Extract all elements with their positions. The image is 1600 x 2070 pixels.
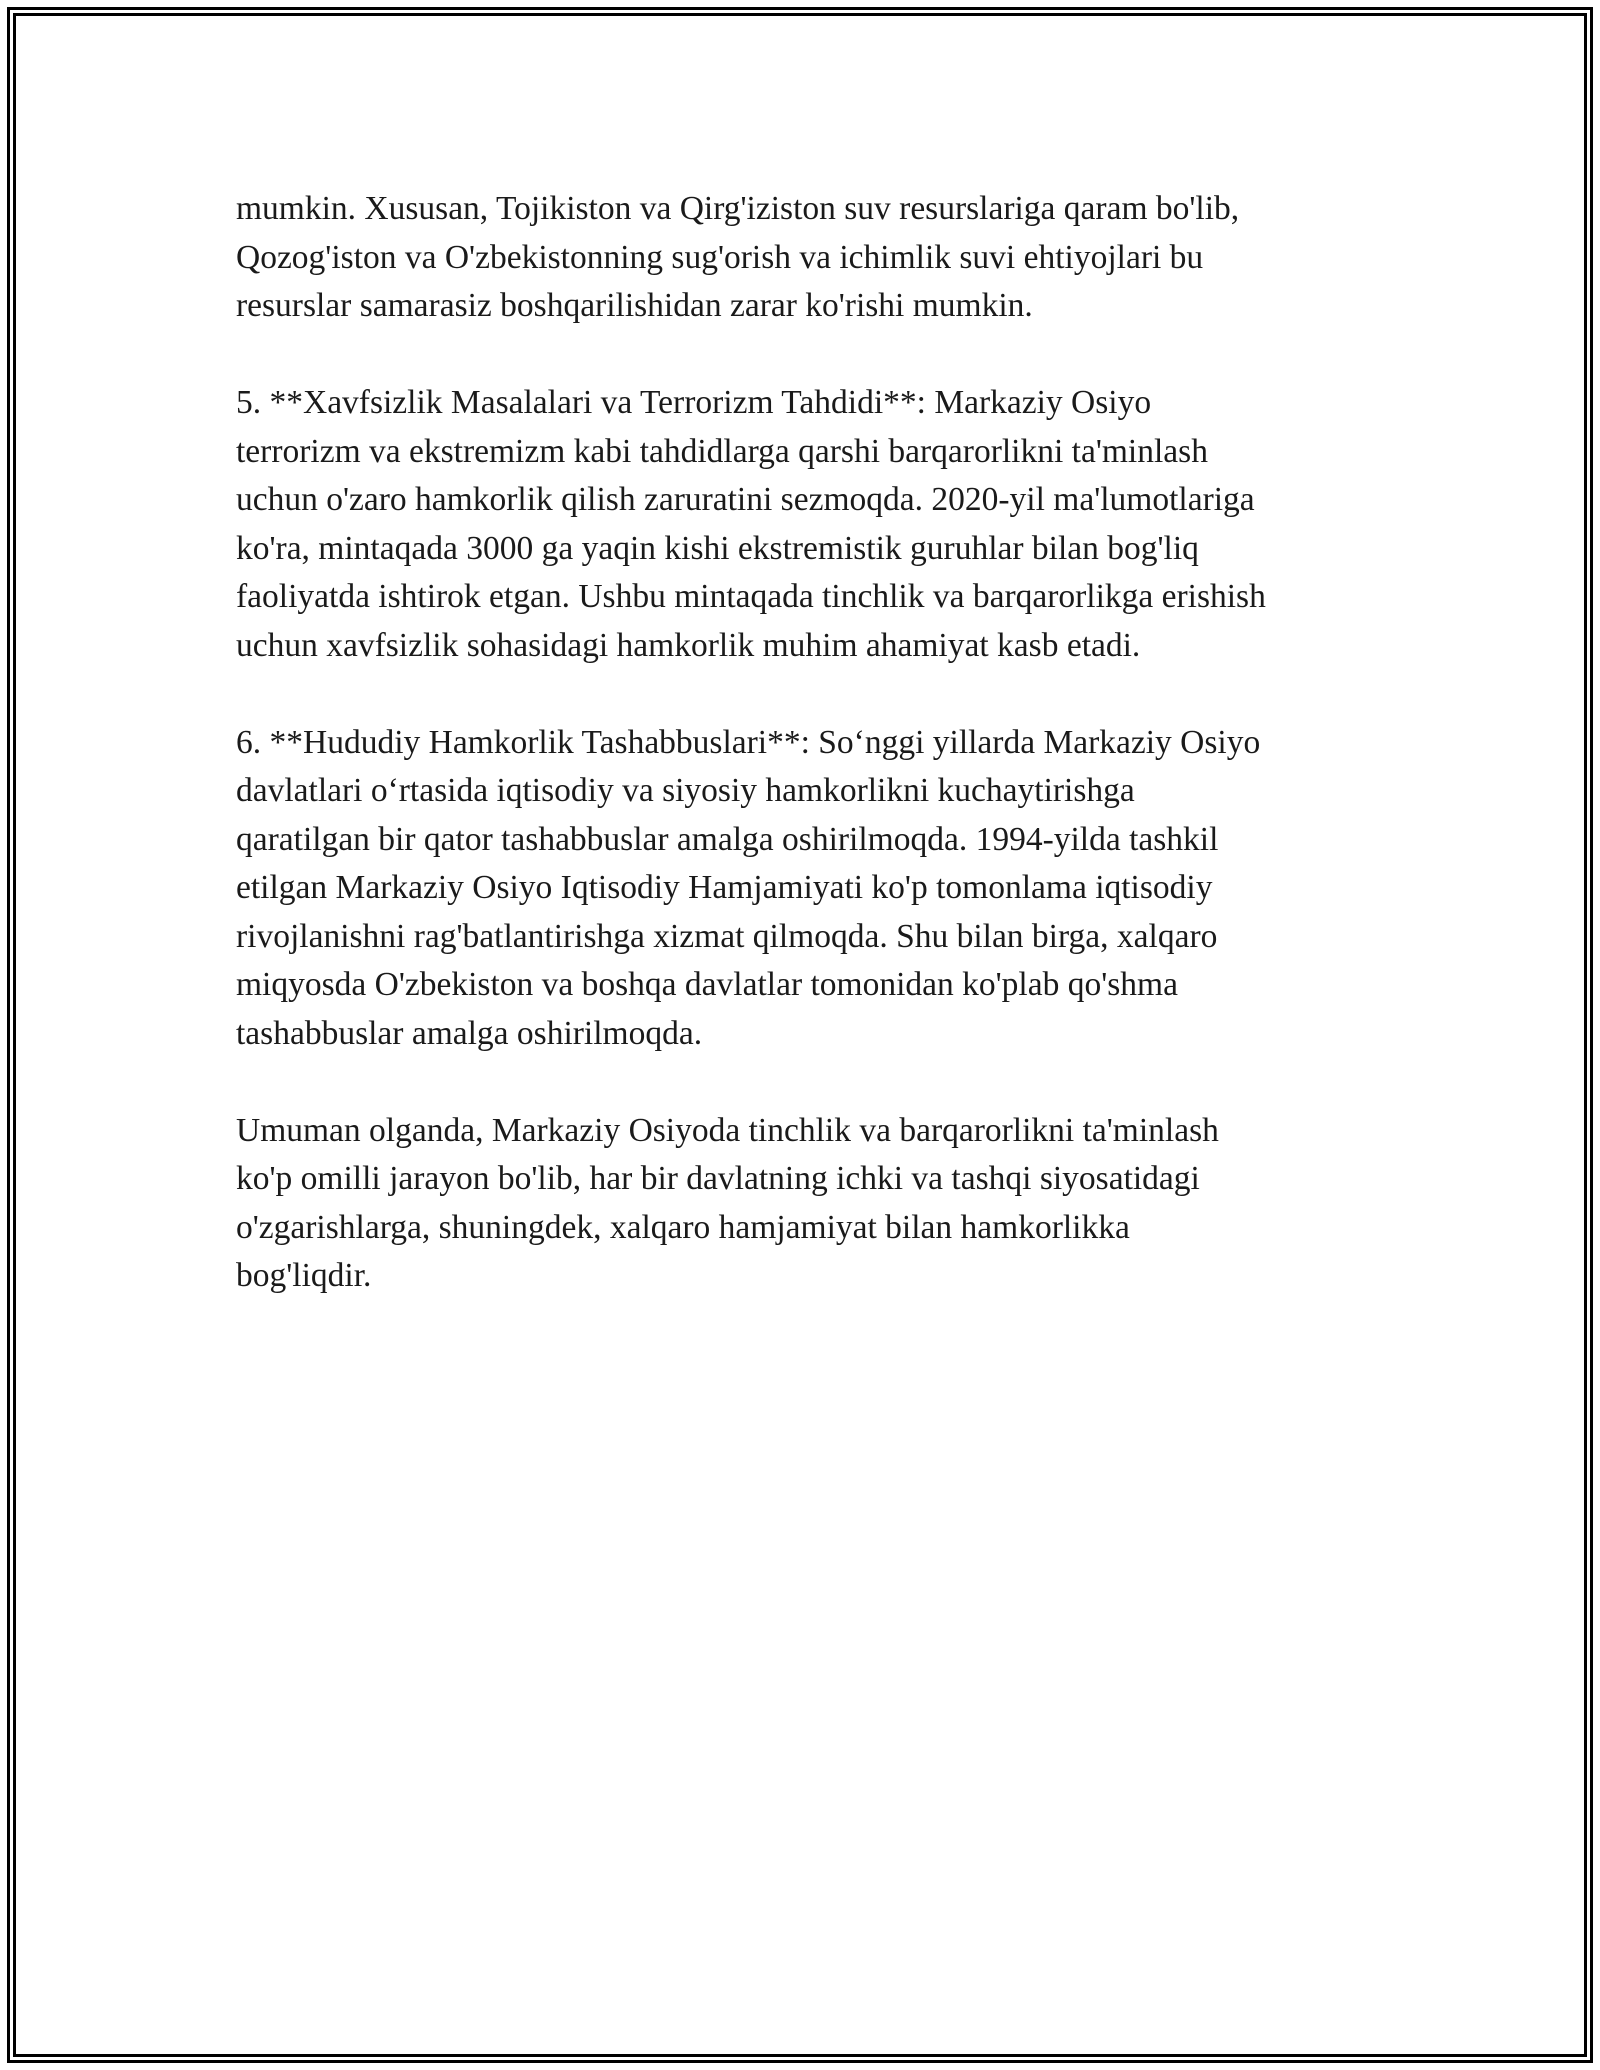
paragraph-conclusion: Umuman olganda, Markaziy Osiyoda tinchlik va barqarorlikni ta'minlash ko'p omilli jarayon bo'lib, har bir davlatning ichki va tashqi siyosatidagi o'zgarishlarga, shuningdek, xalqaro hamjamiyat bilan hamkorlikka bog'liqdir. [236,1111,1219,1294]
paragraph-regional-cooperation: 6. **Hududiy Hamkorlik Tashabbuslari**: So‘nggi yillarda Markaziy Osiyo davlatlari o‘rtasida iqtisodiy va siyosiy hamkorlikni kuchaytirishga qaratilgan bir qator tashabbuslar amalga oshirilmoqda. 1994-yilda tashkil etilgan Markaziy Osiyo Iqtisodiy Hamjamiyati ko'p tomonlama iqtisodiy rivojlanishni rag'batlantirishga xizmat qilmoqda. Shu bilan birga, xalqaro miqyosda O'zbekiston va boshqa davlatlar tomonidan ko'plab qo'shma tashabbuslar amalga oshirilmoqda. [236,723,1261,1052]
paragraph-security-terrorism: 5. **Xavfsizlik Masalalari va Terrorizm Tahdidi**: Markaziy Osiyo terrorizm va ekstremizm kabi tahdidlarga qarshi barqarorlikni ta'minlash uchun o'zaro hamkorlik qilish zaruratini sezmoqda. 2020-yil ma'lumotlariga ko'ra, mintaqada 3000 ga yaqin kishi ekstremistik guruhlar bilan bog'liq faoliyatda ishtirok etgan. Ushbu mintaqada tinchlik va barqarorlikga erishish uchun xavfsizlik sohasidagi hamkorlik muhim ahamiyat kasb etadi. [236,384,1266,664]
paragraph-water-resources: mumkin. Xususan, Tojikiston va Qirg'iziston suv resurslariga qaram bo'lib, Qozog'iston va O'zbekistonning sug'orish va ichimlik suvi ehtiyojlari bu resurslar samarasiz boshqarilishidan zarar ko'rishi mumkin. [236,190,1240,324]
document-body [236,185,1376,1301]
